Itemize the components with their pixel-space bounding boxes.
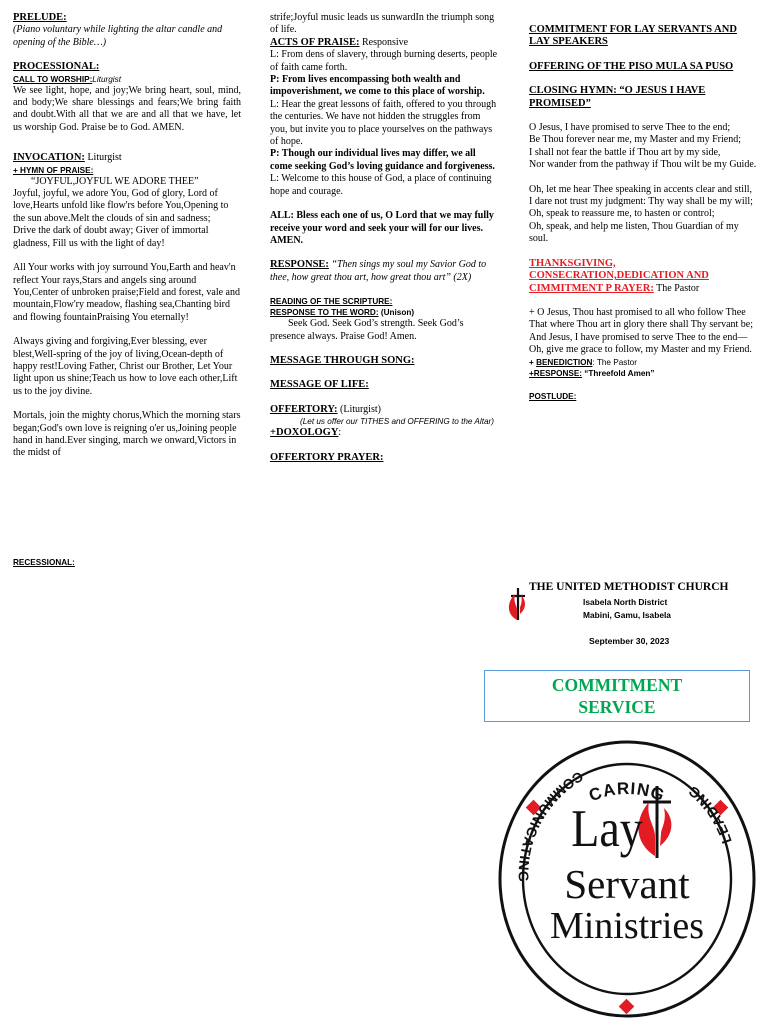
closing-hymn-line: I shall not fear the battle if Thou art by my side, [529,146,721,158]
hymn-stanza-2: All Your works with joy surround You,Earth and heav'n reflect Your rays,Stars and angels sing around You,Center of unbroken praise;Field and forest, vale and mountain,Flow'ry meadow, flashing sea,Chanting bird and flowing fountainPraising You eternally! [13,262,240,323]
offertory-note: (Let us offer our TITHES and OFFERING to the Altar) [300,417,494,427]
benediction-plus: + [529,357,537,367]
closing-hymn-line: Oh, speak, and help me listen, Thou Guardian of my soul. [529,220,739,245]
offertory-leader: (Liturgist) [337,403,381,415]
benediction-line [529,357,757,368]
church-name: THE UNITED METHODIST CHURCH [529,581,729,593]
closing-hymn-line: O Jesus, I have promised to serve Thee to the end; [529,122,731,134]
call-to-worship-leader: Liturgist [92,74,121,84]
emblem-word-lay: Lay [571,799,643,858]
call-to-worship-text: We see light, hope, and joy;We bring heart, soul, mind, and body;We share blessings and fears;We bring faith and doubt.With all that we are and all that we have, let us worship God. Praise be to God. AMEN. [13,84,241,133]
hymn-stanza-4: Mortals, join the mighty chorus,Which the morning stars began;God's own love is reigning o'er us,Joining people hand in hand.Ever singing, march we onward,Victors in the midst of [13,410,241,459]
church-location: Mabini, Gamu, Isabela [583,610,671,620]
response-line [270,259,498,284]
reading-heading: READING OF THE SCRIPTURE: [270,297,393,307]
prelude-heading: PRELUDE: [13,12,67,23]
closing-hymn-line: Be Thou forever near me, my Master and my Friend; [529,134,741,146]
closing-hymn-line: Oh, speak to reassure me, to hasten or control; [529,208,715,220]
prelude-note: (Piano voluntary while lighting the altar candle and opening of the Bible…) [13,24,223,48]
doxology-line [270,427,498,439]
people-line-1: P: From lives encompassing both wealth and impoverishment, we come to this place of worship. [270,74,485,98]
leader-line-3: L: Welcome to this house of God, a place of continuing hope and courage. [270,173,492,197]
response-to-word-heading: RESPONSE TO THE WORD: [270,308,379,318]
processional-heading: PROCESSIONAL: [13,61,100,73]
church-address [583,596,671,622]
closing-hymn-heading: CLOSING HYMN: “O JESUS I HAVE PROMISED” [529,85,706,109]
column-left [13,12,241,460]
call-to-worship-line [13,74,241,85]
service-title-line: SERVICE [578,697,656,717]
leader-line-1: L: From dens of slavery, through burning deserts, people of faith came forth. [270,49,498,73]
emblem-word-servant: Servant [564,861,690,907]
hymn-title: “JOYFUL,JOYFUL WE ADORE THEE” [31,175,199,187]
response-amen-heading: +RESPONSE: [529,368,583,378]
hymn-stanza-1a: Joyful, joyful, we adore You, God of glory, Lord of love,Hearts unfold like flow'rs before You,Opening to the sun above.Melt the clouds of sin and sadness; [13,188,229,224]
message-of-life-heading: MESSAGE OF LIFE: [270,379,369,391]
hymn-of-praise-heading: + HYMN OF PRAISE: [13,165,94,175]
leader-line-2: L: Hear the great lessons of faith, offered to you through the centuries. We have not hidden the struggles from you, but invite you to place yourselves on the pathways of hope. [270,98,497,148]
postlude-heading: POSTLUDE: [529,391,577,401]
closing-hymn-line: I dare not trust my judgment: Thy way shall be my will; [529,196,753,208]
acts-of-praise-heading: ACTS OF PRAISE: [270,36,360,48]
church-district: Isabela North District [583,597,668,607]
column-middle [270,12,498,464]
response-heading: RESPONSE: [270,259,329,271]
recessional-heading: RECESSIONAL: [13,558,75,567]
response-amen-text: “Threefold Amen” [582,368,655,378]
thanksgiving-leader: The Pastor [653,282,700,294]
emblem-word-caring: CARING [586,778,668,806]
doxology-heading: +DOXOLOGY [270,427,339,439]
response-to-word-line [270,307,498,318]
hymn-continuation: strife;Joyful music leads us sunwardIn the triumph song of life. [270,12,495,36]
response-text: “Then sings my soul my Savior God to thee, how great thou art, how great thou art” (2X) [270,259,487,283]
closing-hymn-line: That where Thou art in glory there shall Thy servant be; [529,319,754,331]
invocation-heading: INVOCATION: [13,152,85,164]
offertory-heading: OFFERTORY: [270,403,338,415]
closing-hymn-line: Oh, give me grace to follow, my Master and my Friend. [529,344,752,356]
benediction-leader: : The Pastor [592,357,637,367]
lay-servant-ministries-emblem [497,738,757,1020]
all-line: ALL: Bless each one of us, O Lord that we may fully receive your word and seek your will for our lives. AMEN. [270,210,494,246]
hymn-stanza-1b: Drive the dark of doubt away; Giver of immortal gladness, Fill us with the light of day! [13,225,209,249]
response-to-word-text: Seek God. Seek God’s strength. Seek God’s presence always. Praise God! Amen. [270,318,464,342]
thanksgiving-line [529,258,757,295]
acts-of-praise-mode: Responsive [359,36,409,48]
closing-hymn-line: Nor wander from the pathway if Thou wilt be my Guide. [529,159,757,171]
emblem-word-leading: LEADING [684,782,735,846]
invocation-line [13,152,241,164]
closing-hymn-line: And Jesus, I have promised to serve Thee to the end— [529,331,748,343]
acts-of-praise-line [270,37,498,49]
service-title-line: COMMITMENT [551,675,683,695]
thanksgiving-heading: THANKSGIVING, CONSECRATION,DEDICATION AND CIMMITMENT P RAYER: [529,257,709,294]
call-to-worship-heading: CALL TO WORSHIP: [13,74,93,84]
people-line-2: P: Though our individual lives may differ, we all come seeking God’s loving guidance and forgiveness. [270,148,495,172]
service-title-box [484,670,750,722]
hymn-stanza-3: Always giving and forgiving,Ever blessing, ever blest,Well-spring of the joy of living,Ocean-depth of happy rest!Loving Father, Christ our Brother, Let Your light upon us shine;Teach us how to love each other,Lift us to the joy divine. [13,336,238,397]
invocation-leader: Liturgist [84,152,122,164]
message-through-song-heading: MESSAGE THROUGH SONG: [270,354,415,366]
benediction-heading: BENEDICTION [536,357,593,367]
commitment-heading: COMMITMENT FOR LAY SERVANTS AND LAY SPEAKERS [529,24,737,48]
closing-hymn-line: + O Jesus, Thou hast promised to all who follow Thee [529,306,746,318]
service-date: September 30, 2023 [589,636,670,646]
piso-heading: OFFERING OF THE PISO MULA SA PUSO [529,60,734,72]
column-right [529,12,757,402]
closing-hymn-line: Oh, let me hear Thee speaking in accents clear and still, [529,183,753,195]
doxology-colon: : [338,427,342,439]
emblem-word-ministries: Ministries [549,905,705,947]
response-to-word-mode: (Unison) [378,308,415,318]
emblem-word-communicating: COMMUNICATING [515,768,587,883]
offertory-line [270,404,498,416]
response-amen-line [529,368,757,379]
offertory-prayer-heading: OFFERTORY PRAYER: [270,451,384,463]
